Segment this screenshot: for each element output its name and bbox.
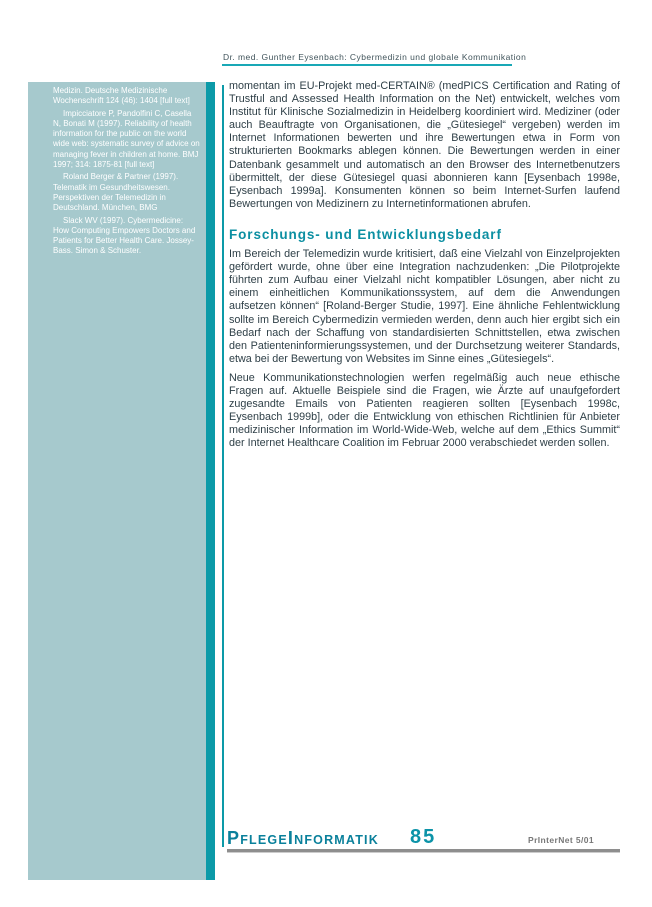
article-body [229, 80, 620, 456]
reference-entry: Slack WV (1997). Cybermedicine: How Computing Empowers Doctors and Patients for Better Health Care. Jossey-Bass. Simon & Schuster. [53, 215, 196, 256]
section-heading: Forschungs- und Entwicklungsbedarf [229, 226, 502, 242]
journal-wordmark [227, 828, 379, 849]
footer-rule [227, 849, 620, 853]
body-paragraph: Neue Kommunikationstechnologien werfen regelmäßig auch neue ethische Fragen auf. Aktuelle Beispiele sind die Fragen, wie Ärzte auf unaufgefordert zugesandte Emails von Patienten reagieren sollten [Eysenbach 1998c, Eysenbach 1999b], oder die Entwicklung von ethischen Richtlinien für Anbieter medizinischer Information im World-Wide-Web, welche auf dem „Ethics Summit“ der Internet Healthcare Coalition im Februar 2000 verabschiedet werden sollen. [229, 371, 620, 450]
reference-entry: Impicciatore P, Pandolfini C, Casella N, Bonati M (1997). Reliability of health information for the public on the world wide web: systematic survey of advice on managing fever in children at home. BMJ 1997; 314: 1875-81 [full text] [53, 108, 200, 170]
reference-sidebar [28, 82, 206, 880]
wordmark-smallcaps: NFORMATIK [294, 833, 379, 847]
running-head-underline [222, 64, 512, 66]
reference-entry: Medizin. Deutsche Medizinische Wochenschrift 124 (46): 1404 [full text] [53, 86, 190, 106]
body-paragraph: momentan im EU-Projekt med-CERTAIN® (medPICS Certification and Rating of Trustful and Assessed Health Information on the Net) entwickelt, welches vom Institut für Klinische Sozialmedizin in Heidelberg koordiniert wird. Mediziner (oder auch Beauftragte von Organisationen, die „Gütesiegel“ vergeben) werden im Internet Informationen bewerten und ihre Bewertungen etwa in Form von strukturierten Bookmarks ablegen können. Die Bewertungen werden in einer Datenbank gesammelt und automatisch an den Browser des Internetbenutzers übermittelt, der diese Gütesiegel quasi abonnieren kann [Eysenbach 1998e, Eysenbach 1999a]. Konsumenten können so beim Internet-Surfen laufend Bewertungen von Medizinern zu Internetinformationen abrufen. [229, 80, 620, 210]
wordmark-initial: P [227, 828, 241, 848]
running-head-title: Dr. med. Gunther Eysenbach: Cybermedizin und globale Kommunikation [223, 52, 527, 62]
sidebar-accent-stripe [206, 82, 215, 880]
wordmark-smallcaps: FLEGE [240, 833, 288, 847]
body-paragraph: Im Bereich der Telemedizin wurde kritisiert, daß eine Vielzahl von Einzelprojekten gefördert wurde, ohne über eine Integration nachzudenken: „Die Pilotprojekte führten zum Aufbau einer Vielzahl nicht kompatibler Lösungen, aber nicht zu einem einheitlichen Kommunikationssystem, auf dem die Anwendungen aufsetzen können“ [Roland-Berger Studie, 1997]. Eine ähnliche Fehlentwicklung sollte im Bereich Cybermedizin vermieden werden, denn auch hier ergibt sich ein Bedarf nach der Schaffung von standardisierten Schnittstellen, etwa zwischen den Patienteninformierungssystemen, und der Durchsetzung weiterer Standards, etwa bei der Bewertung von Websites im Sinne eines „Gütesiegels“. [229, 248, 620, 365]
column-divider-rule [222, 85, 224, 847]
reference-entry: Roland Berger & Partner (1997). Telematik im Gesundheitswesen. Perspektiven der Telemedizin in Deutschland. München, BMG [53, 172, 179, 213]
page-number: 85 [410, 826, 437, 848]
journal-issue-label: PrInterNet 5/01 [528, 835, 594, 845]
wordmark-initial: I [287, 828, 295, 848]
